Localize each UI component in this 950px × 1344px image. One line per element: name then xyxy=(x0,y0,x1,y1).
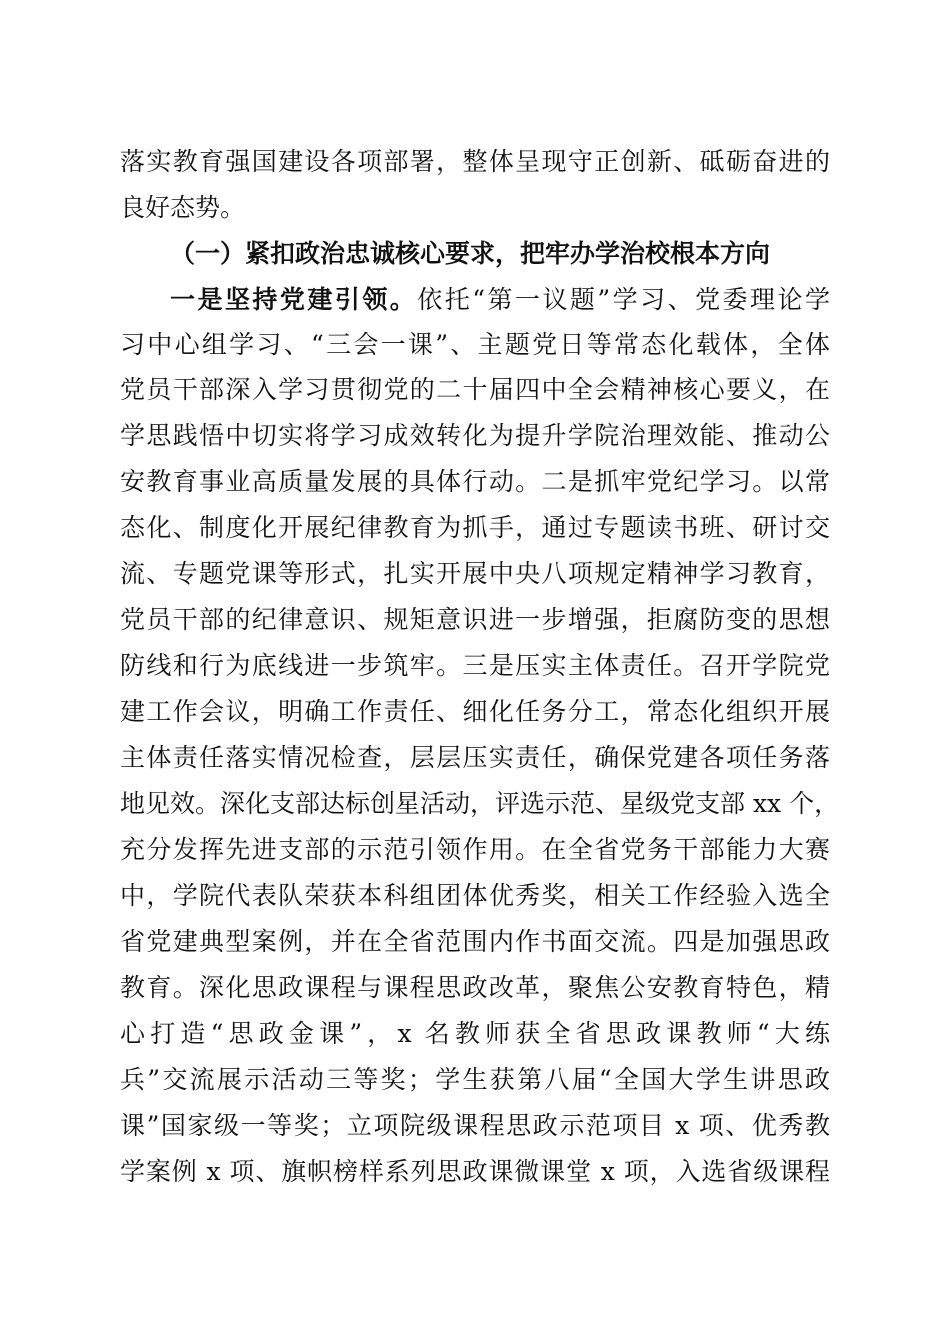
intro-line-1: 落实教育强国建设各项部署，整体呈现守正创新、砥砺奋进的 xyxy=(120,147,830,176)
paragraph-line: 建工作会议，明确工作责任、细化任务分工，常态化组织开展 xyxy=(120,697,830,726)
paragraph-line: 学案例 x 项、旗帜榜样系列思政课微课堂 x 项，入选省级课程 xyxy=(120,1157,830,1186)
paragraph-line: 地见效。深化支部达标创星活动，评选示范、星级党支部 xx 个， xyxy=(120,789,840,818)
paragraph-line: 心打造“思政金课”，x 名教师获全省思政课教师“大练 xyxy=(120,1019,830,1048)
paragraph-line: 习中心组学习、“三会一课”、主题党日等常态化载体，全体 xyxy=(120,330,830,359)
paragraph-line: 主体责任落实情况检查，层层压实责任，确保党建各项任务落 xyxy=(120,743,830,772)
paragraph-line: 流、专题党课等形式，扎实开展中央八项规定精神学习教育， xyxy=(120,559,830,588)
paragraph-line: 兵”交流展示活动三等奖；学生获第八届“全国大学生讲思政 xyxy=(120,1065,830,1094)
paragraph-line: 充分发挥先进支部的示范引领作用。在全省党务干部能力大赛 xyxy=(120,835,830,864)
paragraph-line: 安教育事业高质量发展的具体行动。二是抓牢党纪学习。以常 xyxy=(120,467,830,496)
paragraph-first-rest: 依托“第一议题”学习、党委理论学 xyxy=(417,285,830,314)
paragraph-line: 党员干部深入学习贯彻党的二十届四中全会精神核心要义，在 xyxy=(120,375,830,404)
paragraph-line: 学思践悟中切实将学习成效转化为提升学院治理效能、推动公 xyxy=(120,421,830,450)
paragraph-lead: 一是坚持党建引领。 xyxy=(170,285,418,314)
paragraph-line: 态化、制度化开展纪律教育为抓手，通过专题读书班、研讨交 xyxy=(120,513,830,542)
paragraph-line-1 xyxy=(170,278,830,322)
intro-line-2: 良好态势。 xyxy=(120,193,246,222)
paragraph-line: 防线和行为底线进一步筑牢。三是压实主体责任。召开学院党 xyxy=(120,651,830,680)
paragraph-line: 党员干部的纪律意识、规矩意识进一步增强，拒腐防变的思想 xyxy=(120,605,830,634)
paragraph-line: 省党建典型案例，并在全省范围内作书面交流。四是加强思政 xyxy=(120,927,830,956)
paragraph-line: 教育。深化思政课程与课程思政改革，聚焦公安教育特色，精 xyxy=(120,973,830,1002)
paragraph-line: 课”国家级一等奖；立项院级课程思政示范项目 x 项、优秀教 xyxy=(120,1111,830,1140)
section-heading: （一）紧扣政治忠诚核心要求，把牢办学治校根本方向 xyxy=(170,239,771,268)
paragraph-line: 中，学院代表队荣获本科组团体优秀奖，相关工作经验入选全 xyxy=(120,881,830,910)
